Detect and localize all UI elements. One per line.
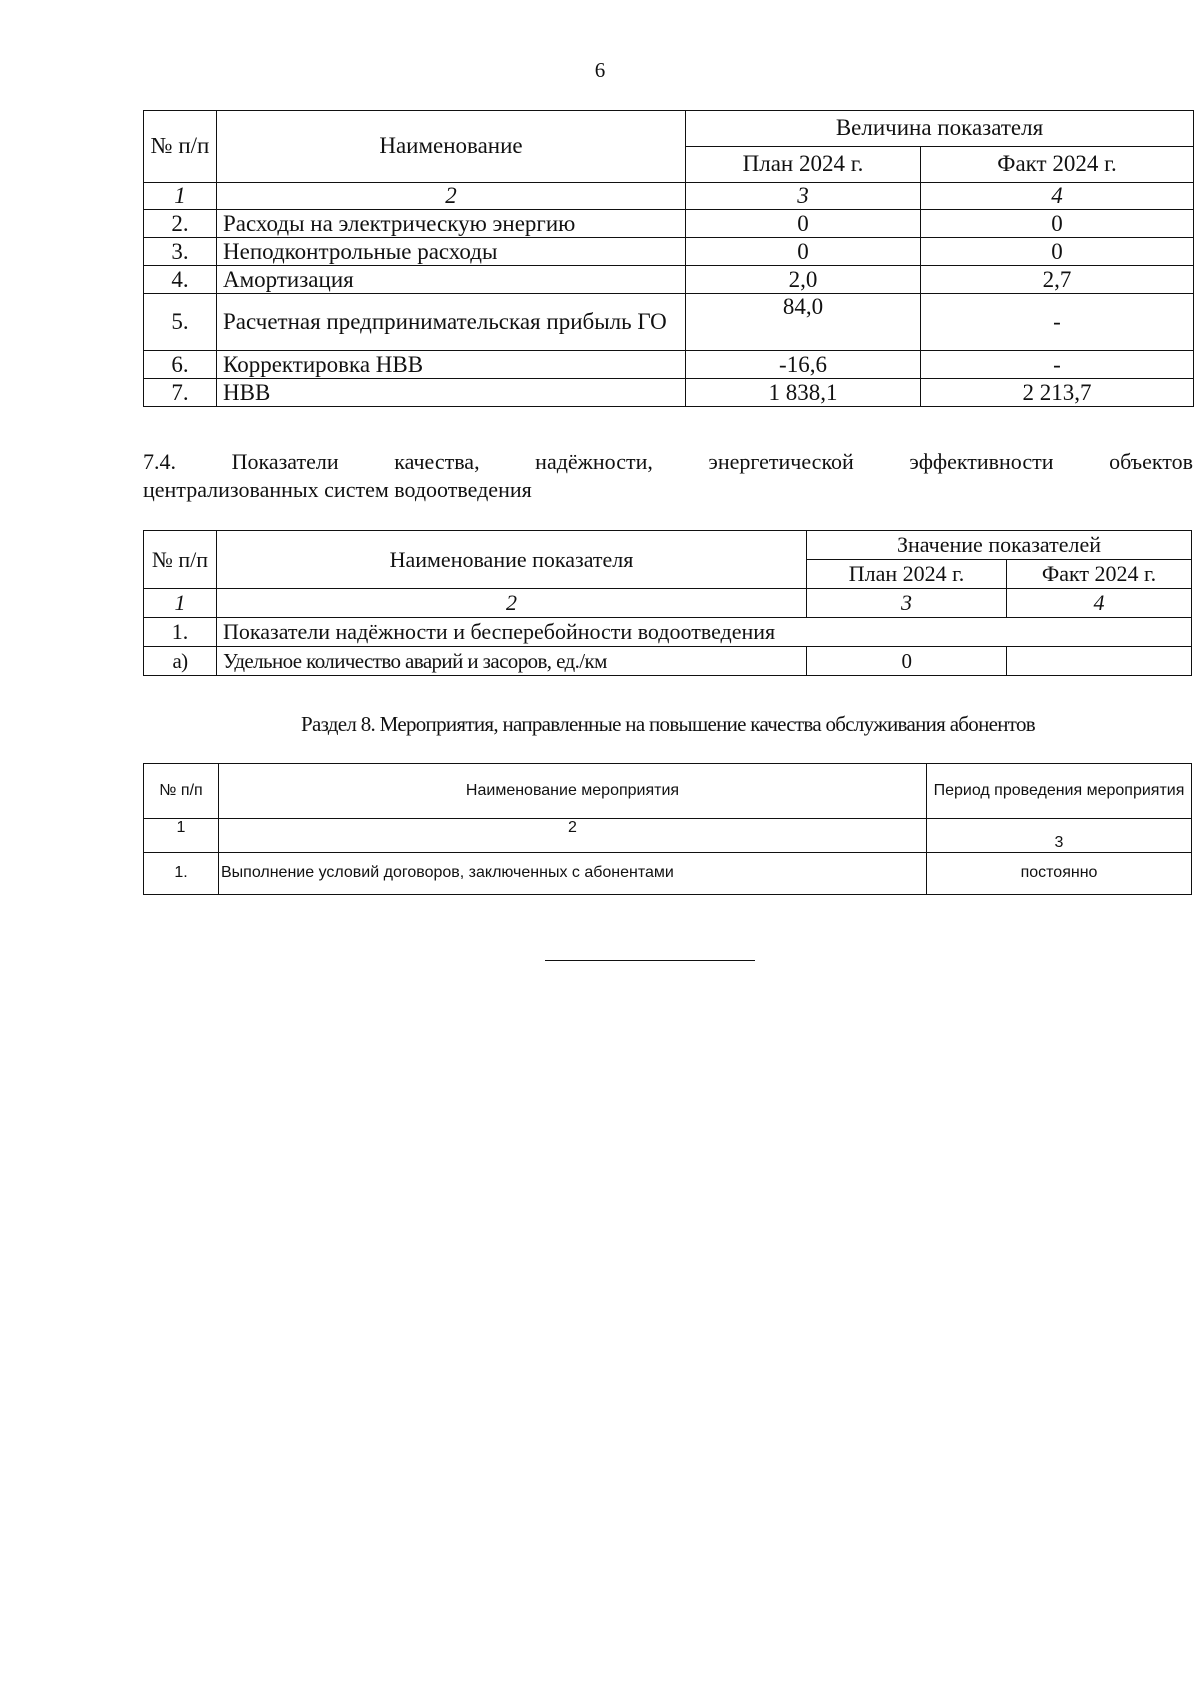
row-num: 6. [144,351,217,379]
row-num: 4. [144,266,217,294]
header-name: Наименование показателя [217,531,807,589]
row-plan: 0 [807,647,1007,676]
col-number: 1 [144,819,219,853]
row-fact: 2 213,7 [921,379,1194,407]
row-fact: 0 [921,210,1194,238]
col-number: 2 [217,183,686,210]
row-plan: 84,0 [686,294,921,351]
row-name: Расходы на электрическую энергию [217,210,686,238]
header-num: № п/п [144,764,219,819]
row-plan: 0 [686,238,921,266]
row-name: НВВ [217,379,686,407]
col-number: 4 [921,183,1194,210]
col-number: 3 [927,819,1192,853]
header-group: Величина показателя [686,111,1194,147]
row-plan: 0 [686,210,921,238]
table-row [144,210,1194,238]
col-number: 1 [144,589,217,618]
header-plan: План 2024 г. [686,147,921,183]
row-fact: - [921,351,1194,379]
row-num: а) [144,647,217,676]
header-num: № п/п [144,111,217,183]
budget-table [143,110,1194,407]
row-num: 1. [144,853,219,895]
header-fact: Факт 2024 г. [1007,560,1192,589]
table-row [144,379,1194,407]
measures-table [143,763,1192,895]
table-row [144,853,1192,895]
row-fact: 2,7 [921,266,1194,294]
row-name: Амортизация [217,266,686,294]
row-name: Удельное количество аварий и засоров, ед./км [217,647,807,676]
header-plan: План 2024 г. [807,560,1007,589]
page-number: 6 [594,58,606,82]
table-row [144,294,1194,351]
row-name: Расчетная предпринимательская прибыль ГО [217,294,686,351]
header-period: Период проведения мероприятия [927,764,1192,819]
row-num: 2. [144,210,217,238]
row-plan: -16,6 [686,351,921,379]
row-fact: - [921,294,1194,351]
col-number: 2 [219,819,927,853]
row-fact [1007,647,1192,676]
row-name: Корректировка НВВ [217,351,686,379]
header-num: № п/п [144,531,217,589]
header-fact: Факт 2024 г. [921,147,1194,183]
row-plan: 2,0 [686,266,921,294]
paragraph-line-1: 7.4. Показатели качества, надёжности, энергетической эффективности объектов [143,449,1193,474]
paragraph-line-2: централизованных систем водоотведения [143,476,532,502]
table-section-row [144,618,1192,647]
section-num: 1. [144,618,217,647]
table-row [144,238,1194,266]
section-name: Показатели надёжности и бесперебойности водоотведения [217,618,1192,647]
row-fact: 0 [921,238,1194,266]
table-row [144,266,1194,294]
table-row [144,351,1194,379]
section-7-4-paragraph [143,448,1193,503]
col-number: 1 [144,183,217,210]
section-8-title: Раздел 8. Мероприятия, направленные на повышение качества обслуживания абонентов [300,712,1036,736]
row-name: Выполнение условий договоров, заключенных с абонентами [219,853,927,895]
row-period: постоянно [927,853,1192,895]
row-name: Неподконтрольные расходы [217,238,686,266]
header-group: Значение показателей [807,531,1192,560]
col-number: 3 [686,183,921,210]
table-row [144,647,1192,676]
quality-indicators-table [143,530,1192,676]
row-num: 3. [144,238,217,266]
row-num: 7. [144,379,217,407]
end-divider [545,960,755,961]
row-num: 5. [144,294,217,351]
col-number: 3 [807,589,1007,618]
header-name: Наименование мероприятия [219,764,927,819]
col-number: 4 [1007,589,1192,618]
row-plan: 1 838,1 [686,379,921,407]
col-number: 2 [217,589,807,618]
header-name: Наименование [217,111,686,183]
